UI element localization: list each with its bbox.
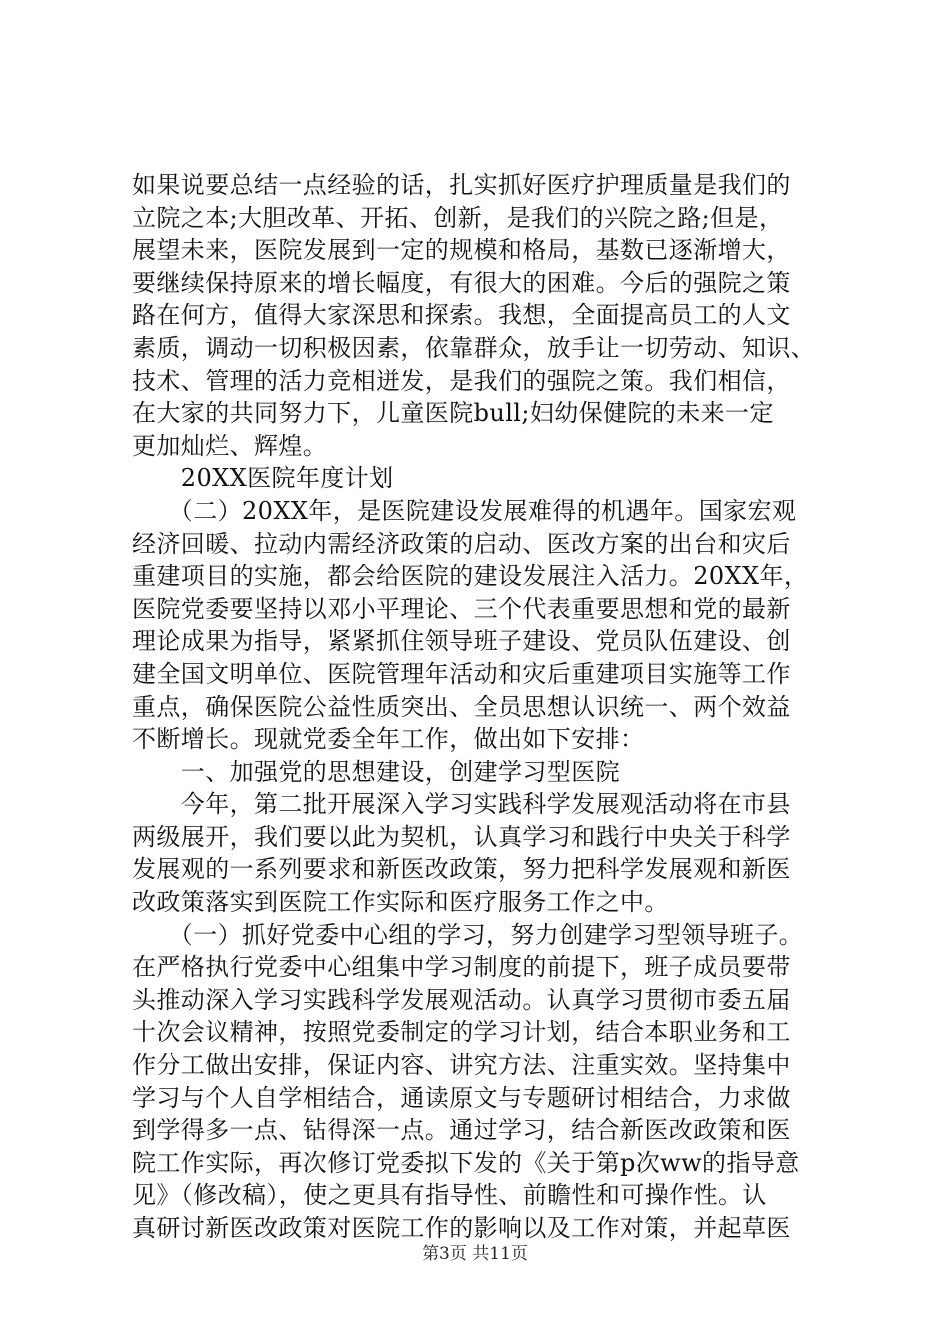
text-line: 更加灿烂、辉煌。 [132, 431, 328, 460]
text-line: 两级展开，我们要以此为契机，认真学习和践行中央关于科学 [132, 822, 791, 851]
text-line: 理论成果为指导，紧紧抓住领导班子建设、党员队伍建设、创 [132, 627, 791, 656]
text-line: 院工作实际，再次修订党委拟下发的《关于第p次ww的指导意 [132, 1148, 800, 1177]
text-line: 学习与个人自学相结合，通读原文与专题研讨相结合，力求做 [132, 1083, 791, 1112]
text-line: 路在何方，值得大家深思和探索。我想，全面提高员工的人文 [132, 301, 791, 330]
text-line: 在严格执行党委中心组集中学习制度的前提下，班子成员要带 [132, 953, 791, 982]
text-line: （二）20XX年，是医院建设发展难得的机遇年。国家宏观 [132, 496, 797, 525]
text-line: 见》（修改稿），使之更具有指导性、前瞻性和可操作性。认 [132, 1181, 767, 1210]
text-line: 十次会议精神，按照党委制定的学习计划，结合本职业务和工 [132, 1018, 791, 1047]
text-line: 技术、管理的活力竞相迸发，是我们的强院之策。我们相信， [132, 366, 791, 395]
text-line: 在大家的共同努力下，儿童医院bull;妇幼保健院的未来一定 [132, 399, 774, 428]
text-line: 素质，调动一切积极因素，依靠群众，放手让一切劳动、知识、 [132, 333, 816, 362]
text-line: 要继续保持原来的增长幅度，有很大的困难。今后的强院之策 [132, 268, 791, 297]
text-line: 建全国文明单位、医院管理年活动和灾后重建项目实施等工作 [132, 659, 791, 688]
text-line: 发展观的一系列要求和新医改政策，努力把科学发展观和新医 [132, 855, 791, 884]
text-line: 20XX医院年度计划 [132, 464, 394, 493]
text-line: 医院党委要坚持以邓小平理论、三个代表重要思想和党的最新 [132, 594, 791, 623]
text-line: 不断增长。现就党委全年工作，做出如下安排： [132, 725, 645, 754]
text-line: 重点，确保医院公益性质突出、全员思想认识统一、两个效益 [132, 692, 791, 721]
text-line: 改政策落实到医院工作实际和医疗服务工作之中。 [132, 888, 669, 917]
text-line: 一、加强党的思想建设，创建学习型医院 [132, 757, 620, 786]
text-line: （一）抓好党委中心组的学习，努力创建学习型领导班子。 [132, 920, 804, 949]
text-line: 经济回暖、拉动内需经济政策的启动、医改方案的出台和灾后 [132, 529, 791, 558]
text-line: 如果说要总结一点经验的话，扎实抓好医疗护理质量是我们的 [132, 171, 791, 199]
text-line: 立院之本;大胆改革、开拓、创新，是我们的兴院之路;但是， [132, 203, 784, 232]
text-line: 今年，第二批开展深入学习实践科学发展观活动将在市县 [132, 790, 791, 819]
page-number-footer: 第3页 共11页 [422, 1244, 528, 1264]
text-line: 重建项目的实施，都会给医院的建设发展注入活力。20XX年， [132, 562, 809, 591]
text-line: 作分工做出安排，保证内容、讲究方法、注重实效。坚持集中 [132, 1051, 791, 1080]
text-line: 展望未来，医院发展到一定的规模和格局，基数已逐渐增大， [132, 236, 791, 265]
text-line: 头推动深入学习实践科学发展观活动。认真学习贯彻市委五届 [132, 985, 791, 1014]
document-body [132, 169, 832, 1245]
text-line: 到学得多一点、钻得深一点。通过学习，结合新医改政策和医 [132, 1116, 791, 1145]
text-line: 真研讨新医改政策对医院工作的影响以及工作对策，并起草医 [132, 1214, 791, 1242]
